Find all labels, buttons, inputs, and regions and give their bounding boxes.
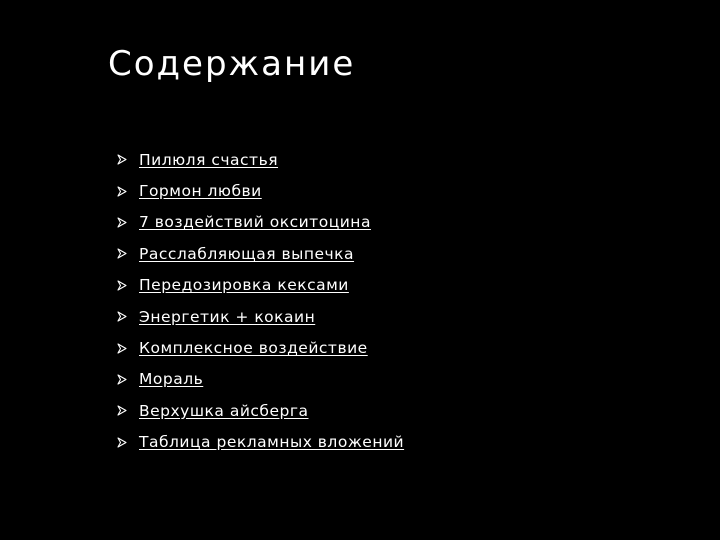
toc-item <box>116 332 404 363</box>
toc-link[interactable]: Гормон любви <box>139 182 262 201</box>
arrowhead-bullet-icon <box>116 311 127 322</box>
arrowhead-bullet-icon <box>116 217 127 228</box>
toc-item <box>116 238 404 269</box>
toc-item <box>116 301 404 332</box>
arrowhead-bullet-icon <box>116 154 127 165</box>
toc-link[interactable]: Комплексное воздействие <box>139 339 368 358</box>
toc-link[interactable]: 7 воздействий окситоцина <box>139 213 371 232</box>
toc-link[interactable]: Таблица рекламных вложений <box>139 433 405 452</box>
arrowhead-bullet-icon <box>116 280 127 291</box>
toc-item <box>116 270 404 301</box>
toc-item <box>116 175 404 206</box>
arrowhead-bullet-icon <box>116 405 127 416</box>
arrowhead-bullet-icon <box>116 186 127 197</box>
toc-item <box>116 207 404 238</box>
arrowhead-bullet-icon <box>116 248 127 259</box>
toc-link[interactable]: Верхушка айсберга <box>139 401 309 420</box>
toc-link[interactable]: Пилюля счастья <box>139 150 279 169</box>
toc-link[interactable]: Расслабляющая выпечка <box>139 244 355 263</box>
toc-item <box>116 364 404 395</box>
arrowhead-bullet-icon <box>116 374 127 385</box>
arrowhead-bullet-icon <box>116 343 127 354</box>
toc-link[interactable]: Энергетик + кокаин <box>139 307 316 326</box>
toc-item <box>116 395 404 426</box>
table-of-contents <box>116 144 404 458</box>
arrowhead-bullet-icon <box>116 437 127 448</box>
toc-link[interactable]: Мораль <box>139 370 204 389</box>
toc-item <box>116 427 404 458</box>
toc-item <box>116 144 404 175</box>
toc-link[interactable]: Передозировка кексами <box>139 276 349 295</box>
slide-title: Содержание <box>108 44 356 84</box>
